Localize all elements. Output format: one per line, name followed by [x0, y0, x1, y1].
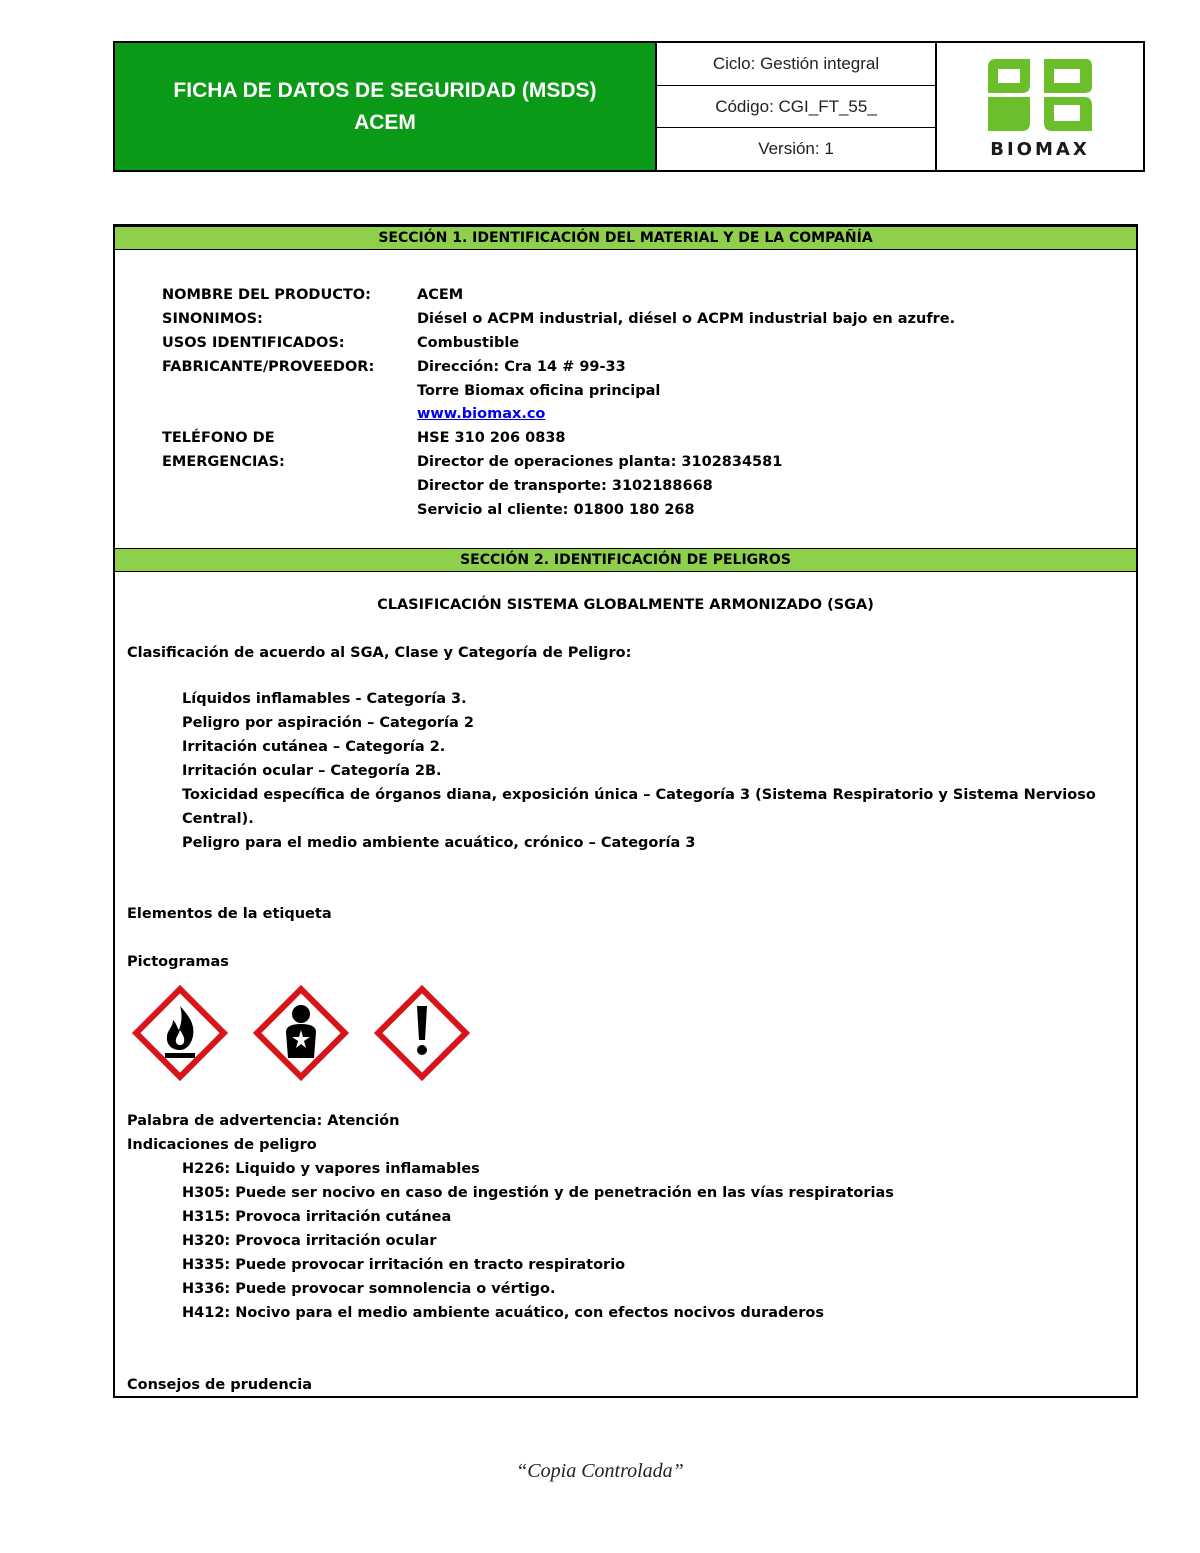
document-header — [113, 41, 1145, 172]
classification-item: Irritación cutánea – Categoría 2. — [182, 739, 446, 755]
hazard-statement: H320: Provoca irritación ocular — [182, 1233, 437, 1249]
hazard-statement: H305: Puede ser nocivo en caso de ingestión y de penetración en las vías respiratorias — [182, 1185, 894, 1201]
pictograms-heading: Pictogramas — [127, 954, 229, 970]
hazard-heading: Indicaciones de peligro — [127, 1137, 317, 1153]
website-link[interactable]: www.biomax.co — [417, 406, 546, 422]
biomax-logo — [937, 43, 1143, 170]
phone-operations: Director de operaciones planta: 3102834581 — [417, 454, 783, 470]
hazard-statement: H412: Nocivo para el medio ambiente acuático, con efectos nocivos duraderos — [182, 1305, 825, 1321]
classification-item: Central). — [182, 811, 254, 827]
uses-value: Combustible — [417, 335, 520, 351]
logo-text: BIOMAX — [990, 139, 1090, 160]
hazard-statement: H315: Provoca irritación cutánea — [182, 1209, 452, 1225]
hazard-statement: H226: Liquido y vapores inflamables — [182, 1161, 480, 1177]
controlled-copy-footer: “Copia Controlada” — [516, 1460, 684, 1482]
address-value: Dirección: Cra 14 # 99-33 — [417, 359, 626, 375]
office-value: Torre Biomax oficina principal — [417, 383, 661, 399]
uses-label: USOS IDENTIFICADOS: — [162, 335, 345, 351]
version-label: Versión: 1 — [758, 139, 834, 159]
health-hazard-icon — [248, 980, 354, 1086]
msds-body — [113, 224, 1138, 1398]
phone-hse: HSE 310 206 0838 — [417, 430, 566, 446]
synonyms-label: SINONIMOS: — [162, 311, 263, 327]
phone-label-1: TELÉFONO DE — [162, 430, 275, 446]
label-elements-heading: Elementos de la etiqueta — [127, 906, 332, 922]
code-label: Código: CGI_FT_55_ — [657, 86, 935, 129]
hazard-statement: H336: Puede provocar somnolencia o vértigo. — [182, 1281, 556, 1297]
biomax-leaf-icon — [980, 53, 1100, 137]
phone-transport: Director de transporte: 3102188668 — [417, 478, 713, 494]
synonyms-value: Diésel o ACPM industrial, diésel o ACPM industrial bajo en azufre. — [417, 311, 956, 327]
phone-customer-service: Servicio al cliente: 01800 180 268 — [417, 502, 695, 518]
phone-label-2: EMERGENCIAS: — [162, 454, 285, 470]
title-line-1: FICHA DE DATOS DE SEGURIDAD (MSDS) — [173, 78, 597, 102]
section-1-title: SECCIÓN 1. IDENTIFICACIÓN DEL MATERIAL Y DE LA COMPAÑÍA — [115, 226, 1136, 250]
hazard-statement: H335: Puede provocar irritación en tracto respiratorio — [182, 1257, 626, 1273]
classification-item: Irritación ocular – Categoría 2B. — [182, 763, 442, 779]
cycle-label: Ciclo: Gestión integral — [657, 43, 935, 86]
section-2-title: SECCIÓN 2. IDENTIFICACIÓN DE PELIGROS — [115, 548, 1136, 572]
flame-icon — [127, 980, 233, 1086]
classification-item: Peligro por aspiración – Categoría 2 — [182, 715, 474, 731]
product-value: ACEM — [417, 287, 464, 303]
document-meta — [657, 43, 937, 170]
classification-heading: Clasificación de acuerdo al SGA, Clase y Categoría de Peligro: — [127, 645, 632, 661]
classification-item: Líquidos inflamables - Categoría 3. — [182, 691, 467, 707]
product-label: NOMBRE DEL PRODUCTO: — [162, 287, 371, 303]
exclamation-icon — [369, 980, 475, 1086]
classification-item: Peligro para el medio ambiente acuático, crónico – Categoría 3 — [182, 835, 696, 851]
precaution-heading: Consejos de prudencia — [127, 1377, 313, 1393]
classification-item: Toxicidad específica de órganos diana, exposición única – Categoría 3 (Sistema Respiratorio y Sistema Nervioso — [182, 787, 1096, 803]
manufacturer-label: FABRICANTE/PROVEEDOR: — [162, 359, 375, 375]
sga-title: CLASIFICACIÓN SISTEMA GLOBALMENTE ARMONIZADO (SGA) — [377, 597, 874, 613]
document-title — [115, 43, 657, 170]
title-line-2: ACEM — [354, 110, 416, 134]
signal-word: Palabra de advertencia: Atención — [127, 1113, 400, 1129]
